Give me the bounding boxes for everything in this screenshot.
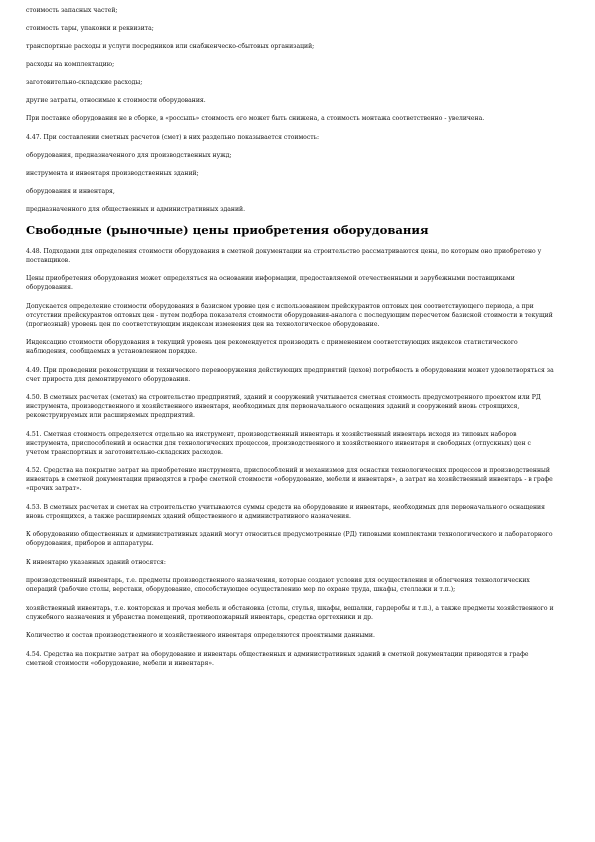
list-item: транспортные расходы и услуги посредников или снабженческо-сбытовых организаций;	[26, 43, 315, 50]
paragraph-inventory-intro: К инвентарю указанных зданий относятся:	[26, 558, 166, 566]
list-item: стоимость тары, упаковки и реквизита;	[26, 25, 154, 32]
paragraph-assembly: При поставке оборудования не в сборке, в «россыпь» стоимость его может быть снижена, а стоимость монтажа соответственно - увеличена.	[26, 115, 485, 122]
paragraph-4-49: 4.49. При проведении реконструкции и технического перевооружения действующих предприятий (цехов) потребность в оборудовании может удовлетворяться за счет прироста для демонтируемого оборудования.	[26, 366, 554, 383]
list-item: стоимость запасных частей;	[26, 7, 118, 14]
list-item: другие затраты, относимые к стоимости оборудования.	[26, 97, 206, 104]
paragraph-base-level: Допускается определение стоимости оборудования в базисном уровне цен с использованием прейскурантов оптовых цен соответствующего периода, а при отсутствии прейскурантов оптовых цен - путем подбора показателя стоимости оборудования-аналога с последующим пересчетом базисной стоимости в текущий (прогнозный) уровень цен по соответствующим индексам изменения цен на технологическое оборудование.	[26, 302, 553, 328]
paragraph-prices: Цены приобретения оборудования может определяться на основании информации, предоставляемой отечественными и зарубежными поставщиками оборудования.	[26, 275, 515, 291]
paragraph-4-51: 4.51. Сметная стоимость определяется отдельно на инструмент, производственный инвентарь и хозяйственный инвентарь исходя из типовых наборов инструмента, приспособлений и оснастки для технологических процессов, производственного и хозяйственного инвентаря и свободных (отпускных) цен с учетом транспортных и заготовительно-складских расходов.	[26, 430, 531, 456]
paragraph-4-50: 4.50. В сметных расчетах (сметах) на строительство предприятий, зданий и сооружений учитывается сметная стоимость предусмотренного проектом или РД инструмента, производственного и хозяйственного инвентаря, необходимых для первоначального оснащения зданий и сооружений вновь строящихся, реконструируемых или расширяемых предприятий.	[26, 394, 541, 419]
list-item: расходы на комплектацию;	[26, 61, 115, 68]
paragraph-production-inventory: производственный инвентарь, т.е. предметы производственного назначения, которые создают условия для осуществления и облегчения технологических операций (рабочие столы, верстаки, оборудование, способствующее осуществлению мер по охране труда, шкафы, стеллажи и т.п.);	[26, 577, 530, 593]
paragraph-indexing: Индексацию стоимости оборудования в текущий уровень цен рекомендуется производить с применением соответствующих индексов статистического наблюдения, сообщаемых в установленном порядке.	[26, 339, 518, 355]
paragraph-4-53: 4.53. В сметных расчетах и сметах на строительство учитываются суммы средств на оборудование и инвентарь, необходимых для первоначального оснащения вновь строящихся, а также расширяемых зданий общественного и административного назначения.	[26, 503, 545, 520]
list-item: оборудования и инвентаря,	[26, 187, 115, 195]
list-item: заготовительно-складские расходы;	[26, 79, 143, 86]
paragraph-4-47: 4.47. При составлении сметных расчетов (смет) в них раздельно показывается стоимость:	[26, 133, 320, 141]
list-item: инструмента и инвентаря производственных зданий;	[26, 169, 199, 177]
paragraph-4-48: 4.48. Подходами для определения стоимости оборудования в сметной документации на строительство рассматриваются цены, по которым оно приобретено у поставщиков.	[26, 247, 542, 264]
list-item: оборудования, предназначенного для производственных нужд;	[26, 151, 232, 159]
paragraph-household-inventory: хозяйственный инвентарь, т.е. конторская и прочая мебель и обстановка (столы, стулья, шкафы, вешалки, гардеробы и т.п.), а также предметы хозяйственного и служебного назначения и убранства помещений, противопожарный инвентарь, средства оргтехники и др.	[26, 604, 554, 621]
list-item: предназначенного для общественных и административных зданий.	[26, 205, 246, 213]
paragraph-4-52: 4.52. Средства на покрытие затрат на приобретение инструмента, приспособлений и механизмов для оснастки технологических процессов и производственный инвентарь в сметной документации приводятся в графе сметной стоимости «оборудование, мебели и инвентаря», а затрат на хозяйственный инвентарь - в графе «прочих затрат».	[26, 467, 553, 492]
paragraph-4-54: 4.54. Средства на покрытие затрат на оборудование и инвентарь общественных и административных зданий в сметной документации приводятся в графе сметной стоимости «оборудование, мебели и инвентаря».	[26, 650, 529, 667]
paragraph-equipment: К оборудованию общественных и административных зданий могут относиться предусмотренные (РД) типовыми комплектами технологического и лабораторного оборудования, приборов и аппаратуры.	[26, 531, 553, 547]
section-heading: Свободные (рыночные) цены приобретения оборудования	[26, 222, 429, 237]
paragraph-quantity: Количество и состав производственного и хозяйственного инвентаря определяются проектными данными.	[26, 632, 375, 639]
